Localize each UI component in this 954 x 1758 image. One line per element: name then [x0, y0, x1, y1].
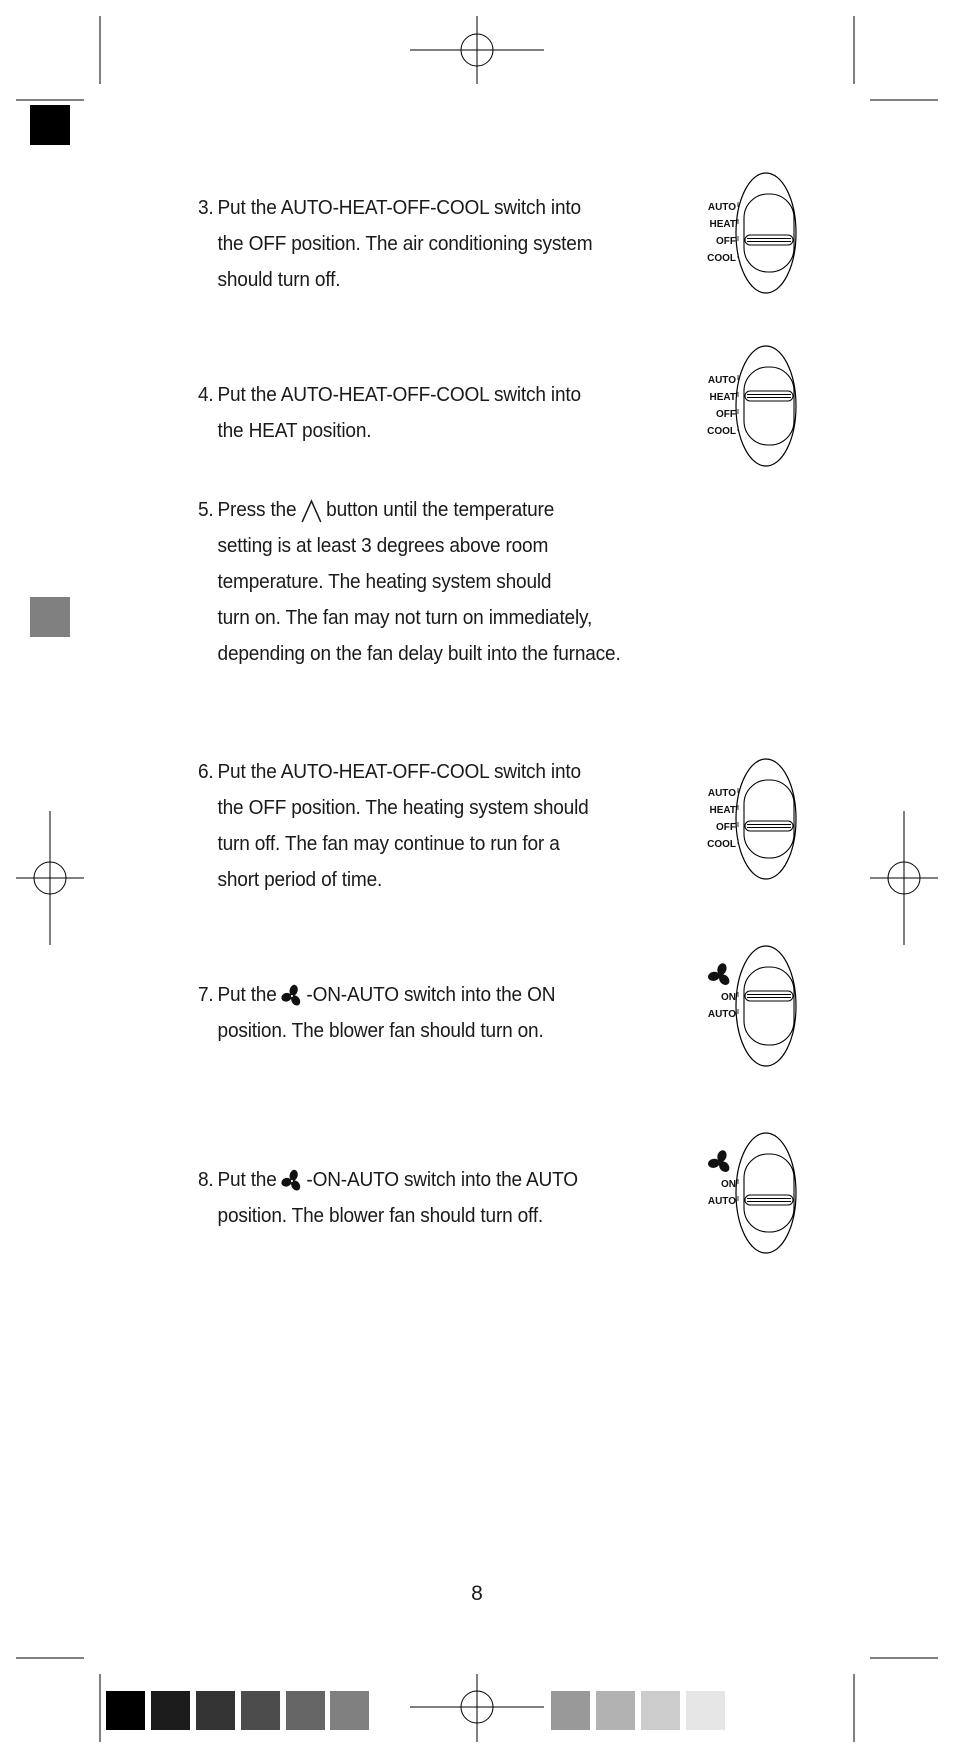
- registration-mark-bottom: [410, 1674, 544, 1742]
- switch-lever: [745, 391, 793, 401]
- switch-label: HEAT: [709, 219, 736, 230]
- switch-label: HEAT: [709, 392, 736, 403]
- step-text: Put the: [217, 983, 277, 1006]
- switch-label: AUTO: [707, 788, 736, 799]
- instruction-step: [198, 492, 621, 672]
- step-text: turn on. The fan may not turn on immediately,: [217, 606, 593, 629]
- switch-diagram-mode: [700, 345, 804, 474]
- color-bar-swatch: [286, 1691, 325, 1730]
- instruction-step: [198, 377, 581, 449]
- switch-label: OFF: [716, 409, 736, 420]
- switch-label: AUTO: [707, 375, 736, 386]
- color-bar-swatch: [686, 1691, 725, 1730]
- switch-label: COOL: [707, 426, 736, 437]
- switch-label: OFF: [716, 822, 736, 833]
- step-text: the HEAT position.: [217, 419, 372, 442]
- switch-label: COOL: [707, 839, 736, 850]
- step-text: depending on the fan delay built into the furnace.: [217, 642, 621, 665]
- step-number: 5.: [198, 498, 214, 521]
- switch-lever: [745, 235, 793, 245]
- color-bar-swatch: [241, 1691, 280, 1730]
- step-text: position. The blower fan should turn off.: [217, 1204, 544, 1227]
- switch-lever: [745, 821, 793, 831]
- step-text: Put the AUTO-HEAT-OFF-COOL switch into: [217, 383, 581, 406]
- fan-icon: [707, 962, 731, 987]
- registration-mark-top: [410, 16, 544, 84]
- switch-diagram-fan: [700, 1132, 804, 1261]
- step-number: 6.: [198, 760, 214, 783]
- color-bar-swatch: [551, 1691, 590, 1730]
- step-text: button until the temperature: [326, 498, 555, 521]
- instruction-step: [198, 1162, 578, 1234]
- registration-mark-right: [870, 811, 938, 945]
- registration-mark-left: [16, 811, 84, 945]
- color-bar-swatch: [641, 1691, 680, 1730]
- switch-label: OFF: [716, 236, 736, 247]
- step-text: the OFF position. The air conditioning system: [217, 232, 593, 255]
- step-text: Put the AUTO-HEAT-OFF-COOL switch into: [217, 760, 581, 783]
- step-text: -ON-AUTO switch into the AUTO: [306, 1168, 578, 1191]
- fan-icon: [707, 1149, 731, 1174]
- step-text: setting is at least 3 degrees above room: [217, 534, 549, 557]
- switch-label: ON: [721, 992, 736, 1003]
- switch-label: AUTO: [707, 1196, 736, 1207]
- step-text: Put the AUTO-HEAT-OFF-COOL switch into: [217, 196, 581, 219]
- instruction-step: [198, 754, 589, 898]
- switch-label: ON: [721, 1179, 736, 1190]
- step-text: Press the: [217, 498, 297, 521]
- step-text: -ON-AUTO switch into the ON: [306, 983, 556, 1006]
- step-number: 8.: [198, 1168, 214, 1191]
- switch-diagram-fan: [700, 945, 804, 1074]
- step-text: Put the: [217, 1168, 277, 1191]
- switch-label: AUTO: [707, 1009, 736, 1020]
- step-number: 7.: [198, 983, 214, 1006]
- switch-label: COOL: [707, 253, 736, 264]
- switch-label: HEAT: [709, 805, 736, 816]
- switch-label: AUTO: [707, 202, 736, 213]
- color-bar-swatch: [106, 1691, 145, 1730]
- step-text: short period of time.: [217, 868, 383, 891]
- step-text: the OFF position. The heating system should: [217, 796, 589, 819]
- step-text: should turn off.: [217, 268, 341, 291]
- instruction-step: [198, 190, 592, 298]
- switch-lever: [745, 1195, 793, 1205]
- instruction-step: [198, 977, 555, 1049]
- step-number: 4.: [198, 383, 214, 406]
- step-text: temperature. The heating system should: [217, 570, 552, 593]
- up-arrow-icon: [300, 498, 322, 524]
- switch-lever: [745, 991, 793, 1001]
- color-bar-swatch: [151, 1691, 190, 1730]
- switch-diagram-mode: [700, 758, 804, 887]
- switch-diagram-mode: [700, 172, 804, 301]
- step-text: position. The blower fan should turn on.: [217, 1019, 544, 1042]
- side-mark: [30, 105, 70, 145]
- fan-icon: [280, 984, 302, 1008]
- color-bar-swatch: [330, 1691, 369, 1730]
- color-bar-swatch: [596, 1691, 635, 1730]
- color-bar-swatch: [196, 1691, 235, 1730]
- fan-icon: [280, 1169, 302, 1193]
- side-mark: [30, 597, 70, 637]
- step-text: turn off. The fan may continue to run for a: [217, 832, 560, 855]
- step-number: 3.: [198, 196, 214, 219]
- page-number: 8: [471, 1582, 483, 1605]
